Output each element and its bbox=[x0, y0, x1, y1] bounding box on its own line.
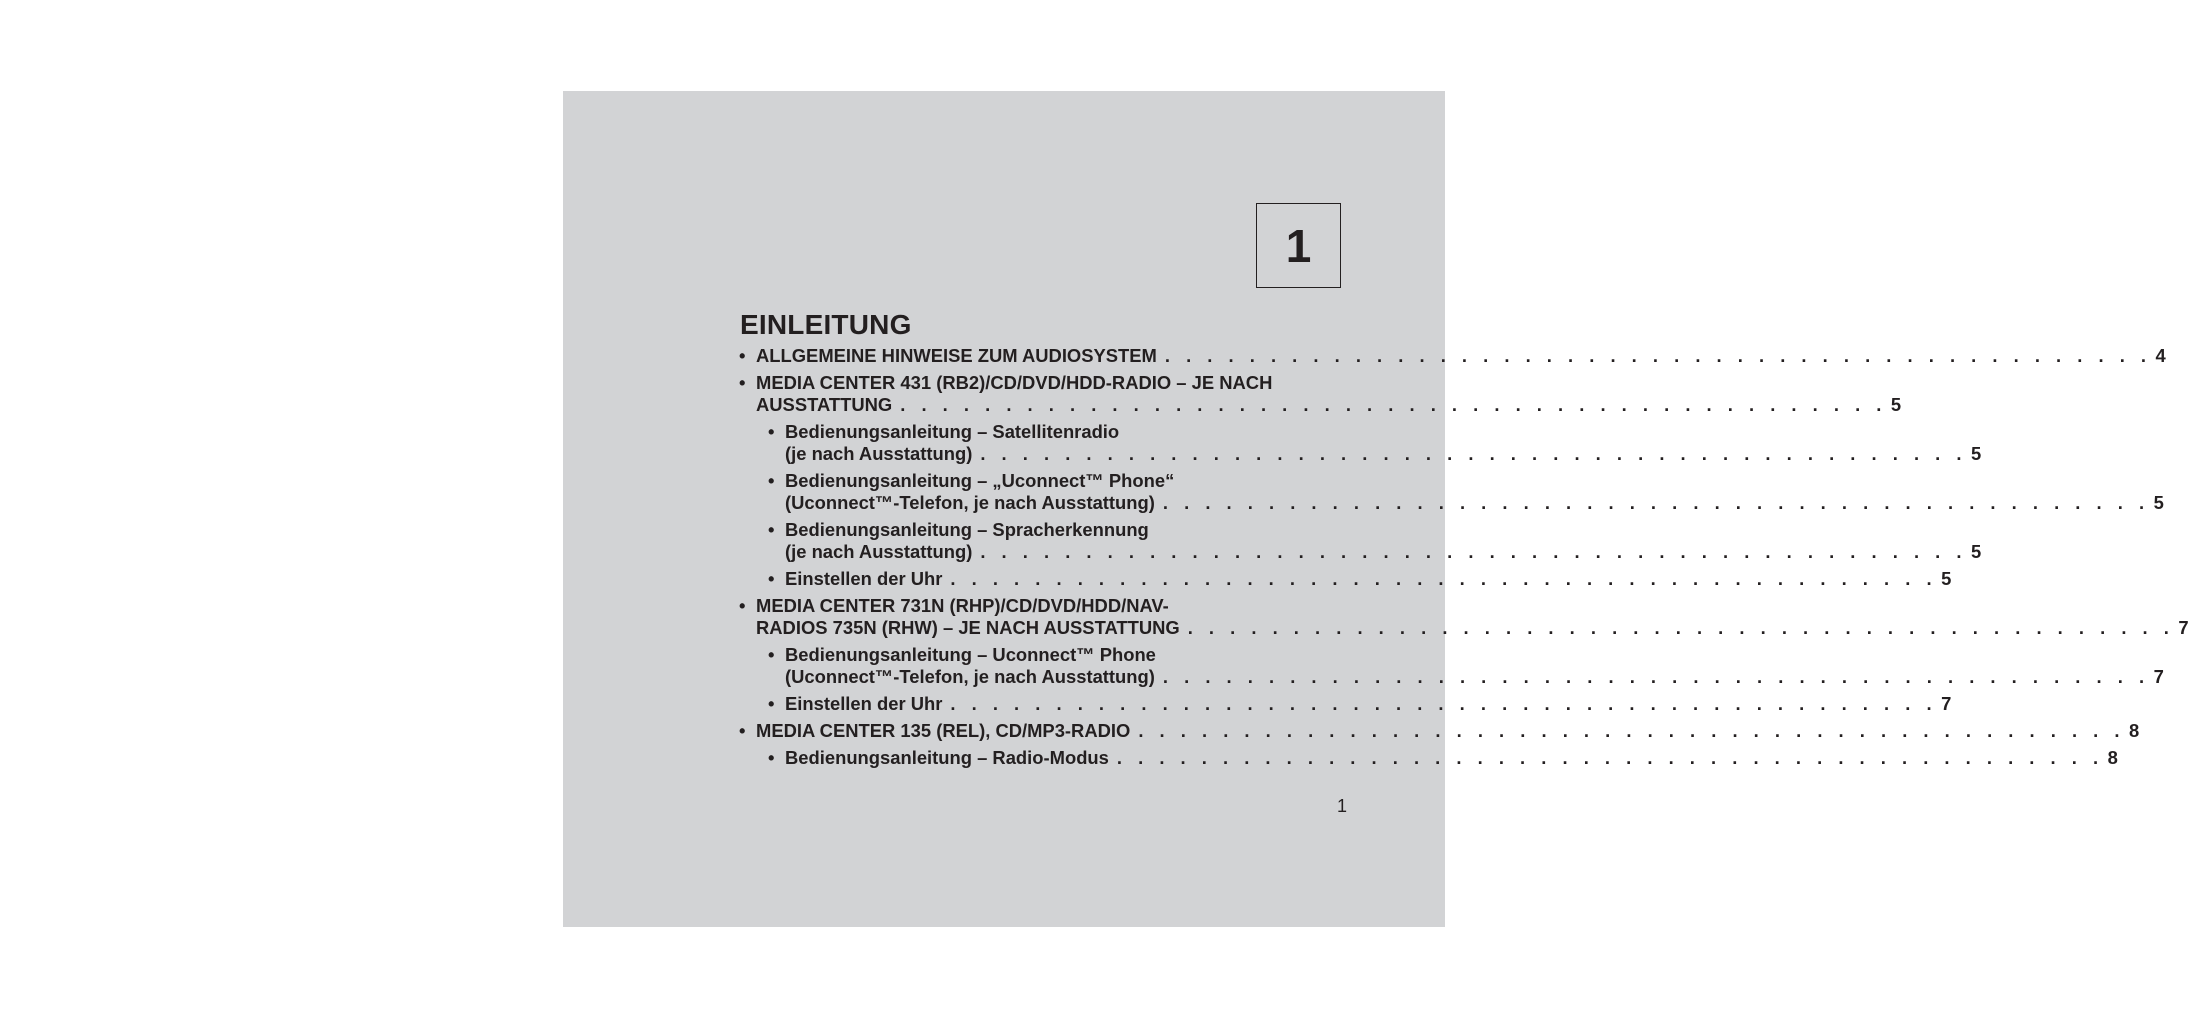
bullet-icon: • bbox=[739, 595, 746, 616]
toc-page-number: 8 bbox=[2129, 720, 2140, 741]
toc-entry[interactable] bbox=[739, 693, 1952, 715]
dot-leader: . . . . . . . . . . . . . . . . . . . . . . . . . . . . . . . . . . . . . . . . . . . . . . . bbox=[980, 443, 1968, 464]
toc-page-number: 5 bbox=[1941, 568, 1952, 589]
toc-entry-text: MEDIA CENTER 431 (RB2)/CD/DVD/HDD-RADIO – JE NACH bbox=[756, 372, 1273, 393]
bullet-icon: • bbox=[739, 345, 746, 366]
dot-leader: . . . . . . . . . . . . . . . . . . . . . . . . . . . . . . . . . . . . . . . . . . . . . . . bbox=[950, 568, 1938, 589]
toc-page-number: 8 bbox=[2107, 747, 2118, 768]
bullet-icon: • bbox=[739, 720, 746, 741]
toc-entry-text: Einstellen der Uhr bbox=[785, 693, 943, 714]
page-number: 1 bbox=[1337, 796, 1348, 816]
dot-leader: . . . . . . . . . . . . . . . . . . . . . . . . . . . . . . . . . . . . . . . . . . . . . . . bbox=[1187, 617, 2175, 638]
toc-entry[interactable] bbox=[739, 595, 2189, 639]
bullet-icon: • bbox=[768, 747, 775, 768]
toc-page-number: 7 bbox=[2178, 617, 2189, 638]
toc-entry-text: Bedienungsanleitung – Radio-Modus bbox=[785, 747, 1109, 768]
toc-entry-text: Bedienungsanleitung – Spracherkennung bbox=[785, 519, 1149, 540]
bullet-icon: • bbox=[768, 470, 775, 491]
dot-leader: . . . . . . . . . . . . . . . . . . . . . . . . . . . . . . . . . . . . . . . . . . . . . . . bbox=[950, 693, 1938, 714]
toc-entry-text: MEDIA CENTER 135 (REL), CD/MP3-RADIO bbox=[756, 720, 1131, 741]
bullet-icon: • bbox=[768, 644, 775, 665]
toc-page-number: 7 bbox=[1941, 693, 1952, 714]
bullet-icon: • bbox=[768, 519, 775, 540]
dot-leader: . . . . . . . . . . . . . . . . . . . . . . . . . . . . . . . . . . . . . . . . . . . . . . . bbox=[980, 541, 1968, 562]
toc-page-number: 7 bbox=[2153, 666, 2164, 687]
toc-entry-text: ALLGEMEINE HINWEISE ZUM AUDIOSYSTEM bbox=[756, 345, 1157, 366]
toc-entry-text: RADIOS 735N (RHW) – JE NACH AUSSTATTUNG bbox=[756, 617, 1180, 638]
toc-entry-text: Bedienungsanleitung – „Uconnect™ Phone“ bbox=[785, 470, 1175, 491]
chapter-number: 1 bbox=[1285, 219, 1312, 272]
dot-leader: . . . . . . . . . . . . . . . . . . . . . . . . . . . . . . . . . . . . . . . . . . . . . . . bbox=[1164, 345, 2152, 366]
toc-entry-text: Einstellen der Uhr bbox=[785, 568, 943, 589]
dot-leader: . . . . . . . . . . . . . . . . . . . . . . . . . . . . . . . . . . . . . . . . . . . . . . . bbox=[1138, 720, 2126, 741]
toc-page-number: 4 bbox=[2155, 345, 2166, 366]
table-of-contents bbox=[739, 345, 2189, 774]
toc-entry-text: AUSSTATTUNG bbox=[756, 394, 893, 415]
section-title: EINLEITUNG bbox=[740, 309, 912, 340]
toc-entry-text: (Uconnect™-Telefon, je nach Ausstattung) bbox=[785, 492, 1155, 513]
toc-entry[interactable] bbox=[739, 470, 2164, 514]
bullet-icon: • bbox=[739, 372, 746, 393]
toc-entry-text: (je nach Ausstattung) bbox=[785, 541, 973, 562]
dot-leader: . . . . . . . . . . . . . . . . . . . . . . . . . . . . . . . . . . . . . . . . . . . . . . . bbox=[900, 394, 1887, 415]
toc-entry[interactable] bbox=[739, 644, 2164, 688]
toc-entry[interactable] bbox=[739, 720, 2140, 742]
toc-entry-text: MEDIA CENTER 731N (RHP)/CD/DVD/HDD/NAV- bbox=[756, 595, 1169, 616]
bullet-icon: • bbox=[768, 421, 775, 442]
toc-entry-text: Bedienungsanleitung – Satellitenradio bbox=[785, 421, 1120, 442]
toc-page-number: 5 bbox=[1971, 443, 1982, 464]
dot-leader: . . . . . . . . . . . . . . . . . . . . . . . . . . . . . . . . . . . . . . . . . . . . . . . bbox=[1116, 747, 2104, 768]
toc-entry[interactable] bbox=[739, 568, 1952, 590]
bullet-icon: • bbox=[768, 693, 775, 714]
toc-entry-text: (je nach Ausstattung) bbox=[785, 443, 973, 464]
dot-leader: . . . . . . . . . . . . . . . . . . . . . . . . . . . . . . . . . . . . . . . . . . . . . . . bbox=[1162, 492, 2150, 513]
dot-leader: . . . . . . . . . . . . . . . . . . . . . . . . . . . . . . . . . . . . . . . . . . . . . . . bbox=[1162, 666, 2150, 687]
toc-page-number: 5 bbox=[1890, 394, 1902, 415]
toc-entry[interactable] bbox=[739, 519, 1982, 563]
bullet-icon: • bbox=[768, 568, 775, 589]
toc-entry-text: (Uconnect™-Telefon, je nach Ausstattung) bbox=[785, 666, 1155, 687]
toc-page-number: 5 bbox=[2153, 492, 2164, 513]
toc-entry-text: Bedienungsanleitung – Uconnect™ Phone bbox=[785, 644, 1156, 665]
toc-page-number: 5 bbox=[1971, 541, 1982, 562]
toc-entry[interactable] bbox=[739, 747, 2118, 769]
manual-page bbox=[563, 91, 2189, 927]
toc-entry[interactable] bbox=[739, 372, 1902, 416]
chapter-number-box bbox=[1256, 203, 1341, 288]
toc-entry[interactable] bbox=[739, 345, 2166, 367]
toc-entry[interactable] bbox=[739, 421, 1982, 465]
